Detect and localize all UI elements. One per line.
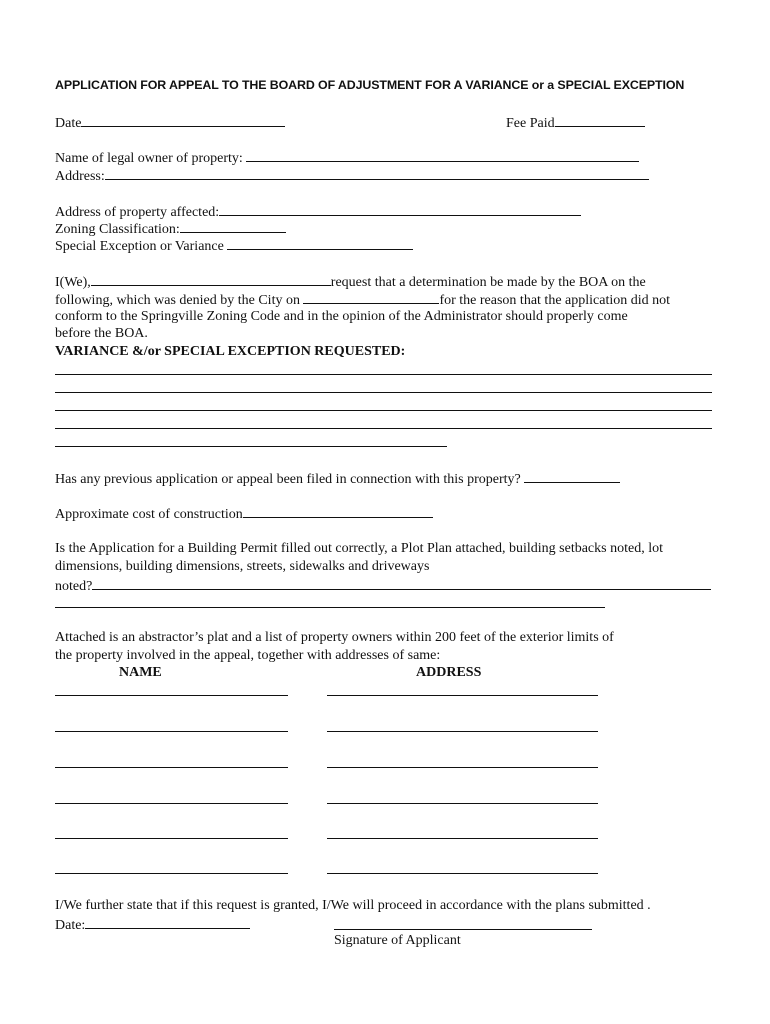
cost-blank[interactable] (243, 504, 433, 518)
special-exception-row (55, 236, 413, 256)
request-line-3: conform to the Springville Zoning Code and in the opinion of the Administrator should properly come (55, 309, 628, 324)
date-label: Date (55, 116, 82, 131)
variance-line-1[interactable] (55, 374, 712, 375)
variance-line-3[interactable] (55, 410, 712, 411)
zoning-label: Zoning Classification: (55, 222, 180, 237)
signature-line[interactable] (334, 929, 592, 930)
owner-name-line[interactable] (55, 767, 288, 768)
owner-address-blank[interactable] (105, 166, 649, 180)
form-title: APPLICATION FOR APPEAL TO THE BOARD OF ADJUSTMENT FOR A VARIANCE or a SPECIAL EXCEPTION (55, 78, 685, 92)
address-column-heading: ADDRESS (416, 665, 482, 680)
permit-noted-label: noted? (55, 579, 93, 594)
owner-address-row (55, 166, 649, 186)
applicant-name-blank[interactable] (91, 272, 331, 286)
permit-line-3 (55, 576, 711, 596)
owner-address-line[interactable] (327, 873, 598, 874)
date-blank[interactable] (81, 113, 285, 127)
fee-paid-blank[interactable] (555, 113, 645, 127)
signature-label: Signature of Applicant (334, 933, 461, 948)
special-exception-label: Special Exception or Variance (55, 239, 224, 254)
denied-date-blank[interactable] (303, 290, 439, 304)
owner-row (55, 148, 639, 168)
owner-name-line[interactable] (55, 695, 288, 696)
permit-extra-line[interactable] (55, 607, 605, 608)
variance-heading: VARIANCE &/or SPECIAL EXCEPTION REQUESTED: (55, 344, 406, 359)
owner-address-label: Address: (55, 169, 105, 184)
closing-date-label: Date: (55, 918, 86, 933)
owner-name-line[interactable] (55, 838, 288, 839)
attached-line-1: Attached is an abstractor’s plat and a list of property owners within 200 feet of the exterior limits of (55, 630, 614, 645)
variance-line-5[interactable] (55, 446, 447, 447)
fee-paid-row (506, 113, 645, 133)
cost-label: Approximate cost of construction (55, 507, 243, 522)
closing-statement: I/We further state that if this request is granted, I/We will proceed in accordance with the plans submitted . (55, 898, 651, 913)
property-address-blank[interactable] (219, 202, 581, 216)
cost-row (55, 504, 433, 524)
owner-address-line[interactable] (327, 695, 598, 696)
permit-line-2: dimensions, building dimensions, streets, sidewalks and driveways (55, 559, 430, 574)
owner-blank[interactable] (246, 148, 639, 162)
request-line-1-end: request that a determination be made by the BOA on the (330, 275, 646, 290)
closing-date-row (55, 915, 250, 935)
permit-noted-blank[interactable] (92, 576, 711, 590)
variance-line-4[interactable] (55, 428, 712, 429)
zoning-blank[interactable] (180, 219, 286, 233)
request-line-2-end: for the reason that the application did not (439, 293, 671, 308)
owner-name-line[interactable] (55, 731, 288, 732)
request-denied-text: following, which was denied by the City on (55, 293, 300, 308)
name-column-heading: NAME (119, 665, 162, 680)
closing-date-blank[interactable] (85, 915, 250, 929)
date-field-row (55, 113, 285, 133)
owner-address-line[interactable] (327, 838, 598, 839)
owner-address-line[interactable] (327, 767, 598, 768)
special-exception-blank[interactable] (227, 236, 413, 250)
owner-label: Name of legal owner of property: (55, 151, 243, 166)
permit-line-1: Is the Application for a Building Permit filled out correctly, a Plot Plan attached, building setbacks noted, lot (55, 541, 663, 556)
attached-line-2: the property involved in the appeal, together with addresses of same: (55, 648, 441, 663)
variance-line-2[interactable] (55, 392, 712, 393)
previous-application-row (55, 469, 620, 489)
owner-name-line[interactable] (55, 803, 288, 804)
owner-address-line[interactable] (327, 731, 598, 732)
request-line-2 (55, 290, 670, 310)
request-line-1 (55, 272, 646, 292)
owner-name-line[interactable] (55, 873, 288, 874)
request-i-we: I(We), (55, 275, 91, 290)
fee-paid-label: Fee Paid (506, 116, 555, 131)
request-line-4: before the BOA. (55, 326, 148, 341)
previous-application-question: Has any previous application or appeal been filed in connection with this property? (55, 472, 521, 487)
property-address-label: Address of property affected: (55, 205, 220, 220)
previous-application-blank[interactable] (524, 469, 620, 483)
owner-address-line[interactable] (327, 803, 598, 804)
